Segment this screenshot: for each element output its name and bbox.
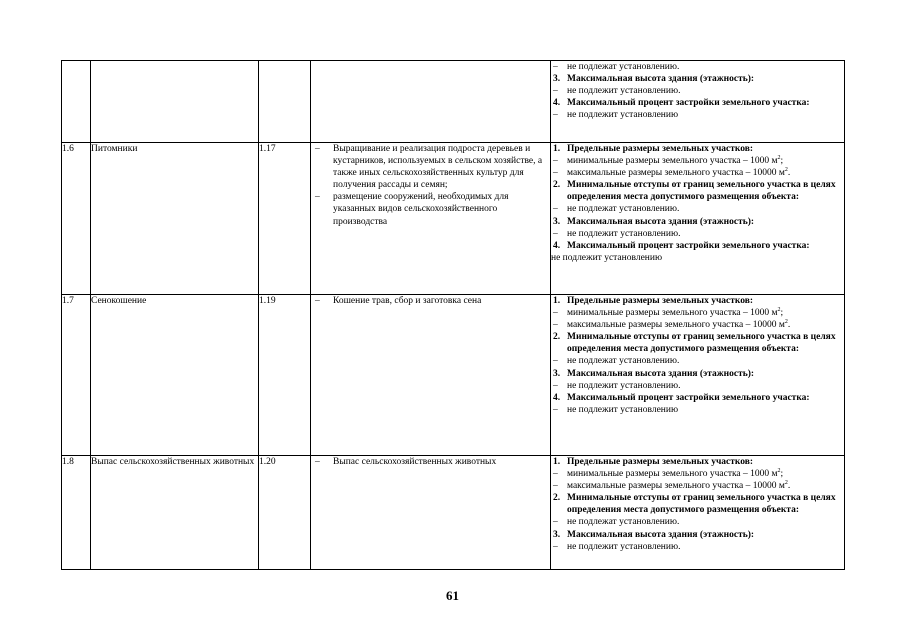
parameter-value bbox=[551, 85, 844, 97]
parameter-value bbox=[551, 480, 844, 492]
dash-marker: – bbox=[553, 156, 558, 167]
parameter-heading bbox=[551, 331, 844, 355]
dash-marker: – bbox=[315, 457, 320, 467]
parameter-text: не подлежит установлению. bbox=[567, 541, 681, 552]
parameter-text: максимальные размеры земельного участка – 10000 м bbox=[567, 481, 785, 492]
parameter-number: 1. bbox=[553, 144, 561, 154]
parameter-text: минимальные размеры земельного участка – 1000 м bbox=[567, 469, 778, 480]
unit-superscript: 2 bbox=[777, 155, 781, 162]
parameter-number: 4. bbox=[553, 392, 561, 403]
dash-marker: – bbox=[553, 62, 558, 72]
dash-marker: – bbox=[553, 481, 558, 492]
description-item bbox=[311, 295, 550, 307]
dash-marker: – bbox=[315, 192, 320, 203]
punctuation: ; bbox=[780, 308, 784, 319]
parameter-text: Предельные размеры земельных участков: bbox=[567, 457, 754, 467]
parameter-heading bbox=[551, 529, 844, 541]
use-description bbox=[311, 456, 551, 570]
parameter-heading bbox=[551, 216, 844, 228]
parameter-heading bbox=[551, 240, 844, 252]
parameter-number: 3. bbox=[553, 216, 561, 227]
description-item bbox=[311, 191, 550, 227]
parameter-heading bbox=[551, 295, 844, 307]
row-number: 1.7 bbox=[62, 295, 91, 456]
use-description bbox=[311, 143, 551, 295]
use-parameters bbox=[551, 295, 845, 456]
dash-marker: – bbox=[553, 168, 558, 179]
parameter-number: 4. bbox=[553, 98, 561, 109]
use-parameters bbox=[551, 456, 845, 570]
use-name bbox=[91, 61, 259, 143]
parameter-value bbox=[551, 541, 844, 553]
description-item bbox=[311, 143, 550, 191]
parameter-value bbox=[551, 319, 844, 331]
description-item bbox=[311, 456, 550, 468]
parameter-number: 2. bbox=[553, 332, 561, 343]
parameter-number: 2. bbox=[553, 180, 561, 191]
use-name: Сенокошение bbox=[91, 295, 259, 456]
parameter-heading bbox=[551, 143, 844, 155]
parameter-text: не подлежит установлению. bbox=[567, 380, 681, 391]
parameter-text: не подлежат установлению. bbox=[567, 356, 680, 367]
parameter-number: 3. bbox=[553, 368, 561, 379]
parameter-text: Максимальный процент застройки земельного участка: bbox=[567, 392, 810, 403]
parameter-value bbox=[551, 468, 844, 480]
parameter-text: Минимальные отступы от границ земельного участка в целях определения места допустимого размещения объекта: bbox=[567, 180, 836, 203]
parameter-text: максимальные размеры земельного участка – 10000 м bbox=[567, 320, 785, 331]
parameter-value bbox=[551, 252, 844, 264]
parameter-number: 3. bbox=[553, 74, 561, 85]
parameter-text: не подлежит установлению bbox=[567, 404, 679, 415]
use-description bbox=[311, 61, 551, 143]
use-code bbox=[259, 61, 311, 143]
parameter-text: Предельные размеры земельных участков: bbox=[567, 296, 754, 306]
parameter-number: 3. bbox=[553, 529, 561, 540]
use-code: 1.19 bbox=[259, 295, 311, 456]
use-parameters bbox=[551, 143, 845, 295]
row-number bbox=[62, 61, 91, 143]
unit-superscript: 2 bbox=[777, 307, 781, 314]
description-text: Выпас сельскохозяйственных животных bbox=[333, 457, 497, 467]
parameter-text: Максимальный процент застройки земельного участка: bbox=[567, 240, 810, 251]
parameter-text: минимальные размеры земельного участка – 1000 м bbox=[567, 156, 778, 167]
dash-marker: – bbox=[553, 517, 558, 528]
dash-marker: – bbox=[553, 320, 558, 331]
dash-marker: – bbox=[553, 308, 558, 319]
dash-marker: – bbox=[553, 110, 558, 121]
parameter-number: 1. bbox=[553, 296, 561, 306]
parameter-number: 2. bbox=[553, 493, 561, 504]
parameter-text: Максимальная высота здания (этажность): bbox=[567, 216, 755, 227]
unit-superscript: 2 bbox=[784, 319, 788, 326]
parameter-text: Минимальные отступы от границ земельного участка в целях определения места допустимого размещения объекта: bbox=[567, 493, 836, 516]
unit-superscript: 2 bbox=[777, 468, 781, 475]
parameter-value bbox=[551, 516, 844, 528]
parameter-text: не подлежит установлению. bbox=[567, 228, 681, 239]
dash-marker: – bbox=[553, 356, 558, 367]
punctuation: ; bbox=[780, 469, 784, 480]
punctuation: ; bbox=[780, 156, 784, 167]
parameter-heading bbox=[551, 97, 844, 109]
parameter-value bbox=[551, 404, 844, 416]
row-number: 1.8 bbox=[62, 456, 91, 570]
parameter-heading bbox=[551, 456, 844, 468]
use-description bbox=[311, 295, 551, 456]
dash-marker: – bbox=[553, 380, 558, 391]
row-number: 1.6 bbox=[62, 143, 91, 295]
parameter-text: не подлежат установлению. bbox=[567, 62, 680, 72]
parameter-text: Максимальная высота здания (этажность): bbox=[567, 529, 755, 540]
parameter-value bbox=[551, 109, 844, 121]
table-row bbox=[62, 143, 845, 295]
use-code: 1.17 bbox=[259, 143, 311, 295]
parameter-value bbox=[551, 355, 844, 367]
punctuation: . bbox=[787, 168, 791, 179]
parameter-heading bbox=[551, 368, 844, 380]
parameter-value bbox=[551, 155, 844, 167]
parameter-text: не подлежат установлению. bbox=[567, 517, 680, 528]
parameter-value bbox=[551, 203, 844, 215]
dash-marker: – bbox=[315, 144, 320, 154]
parameter-heading bbox=[551, 73, 844, 85]
parameter-text: не подлежит установлению bbox=[567, 110, 679, 121]
parameter-text: Предельные размеры земельных участков: bbox=[567, 144, 754, 154]
unit-superscript: 2 bbox=[784, 167, 788, 174]
unit-superscript: 2 bbox=[784, 480, 788, 487]
dash-marker: – bbox=[315, 296, 320, 306]
parameter-value bbox=[551, 307, 844, 319]
parameter-text: не подлежит установлению. bbox=[567, 86, 681, 97]
punctuation: . bbox=[787, 320, 791, 331]
dash-marker: – bbox=[553, 86, 558, 97]
parameter-value bbox=[551, 167, 844, 179]
description-text: Выращивание и реализация подроста деревьев и кустарников, используемых в сельском хозяйстве, а также иных сельскохозяйственных культур для получения рассады и семян; bbox=[333, 144, 543, 191]
use-parameters bbox=[551, 61, 845, 143]
parameter-text: не подлежат установлению. bbox=[567, 204, 680, 215]
table-row bbox=[62, 295, 845, 456]
parameter-text: Максимальная высота здания (этажность): bbox=[567, 368, 755, 379]
regulations-table bbox=[61, 60, 845, 570]
parameter-number: 4. bbox=[553, 240, 561, 251]
parameter-heading bbox=[551, 392, 844, 404]
use-name: Выпас сельскохозяйственных животных bbox=[91, 456, 259, 570]
parameter-heading bbox=[551, 492, 844, 516]
parameter-heading bbox=[551, 179, 844, 203]
parameter-text: максимальные размеры земельного участка – 10000 м bbox=[567, 168, 785, 179]
page-number: 61 bbox=[446, 588, 459, 603]
parameter-text: Максимальная высота здания (этажность): bbox=[567, 74, 755, 85]
table-row bbox=[62, 456, 845, 570]
parameter-text: Максимальный процент застройки земельного участка: bbox=[567, 98, 810, 109]
use-name: Питомники bbox=[91, 143, 259, 295]
punctuation: . bbox=[787, 481, 791, 492]
parameter-text: не подлежит установлению bbox=[551, 252, 663, 263]
description-text: Кошение трав, сбор и заготовка сена bbox=[333, 296, 482, 306]
parameter-text: минимальные размеры земельного участка – 1000 м bbox=[567, 308, 778, 319]
table-row bbox=[62, 61, 845, 143]
dash-marker: – bbox=[553, 404, 558, 415]
dash-marker: – bbox=[553, 541, 558, 552]
description-text: размещение сооружений, необходимых для указанных видов сельскохозяйственного производства bbox=[333, 192, 509, 227]
use-code: 1.20 bbox=[259, 456, 311, 570]
dash-marker: – bbox=[553, 204, 558, 215]
parameter-value bbox=[551, 61, 844, 73]
parameter-value bbox=[551, 380, 844, 392]
parameter-number: 1. bbox=[553, 457, 561, 467]
dash-marker: – bbox=[553, 228, 558, 239]
parameter-text: Минимальные отступы от границ земельного участка в целях определения места допустимого размещения объекта: bbox=[567, 332, 836, 355]
parameter-value bbox=[551, 228, 844, 240]
dash-marker: – bbox=[553, 469, 558, 480]
